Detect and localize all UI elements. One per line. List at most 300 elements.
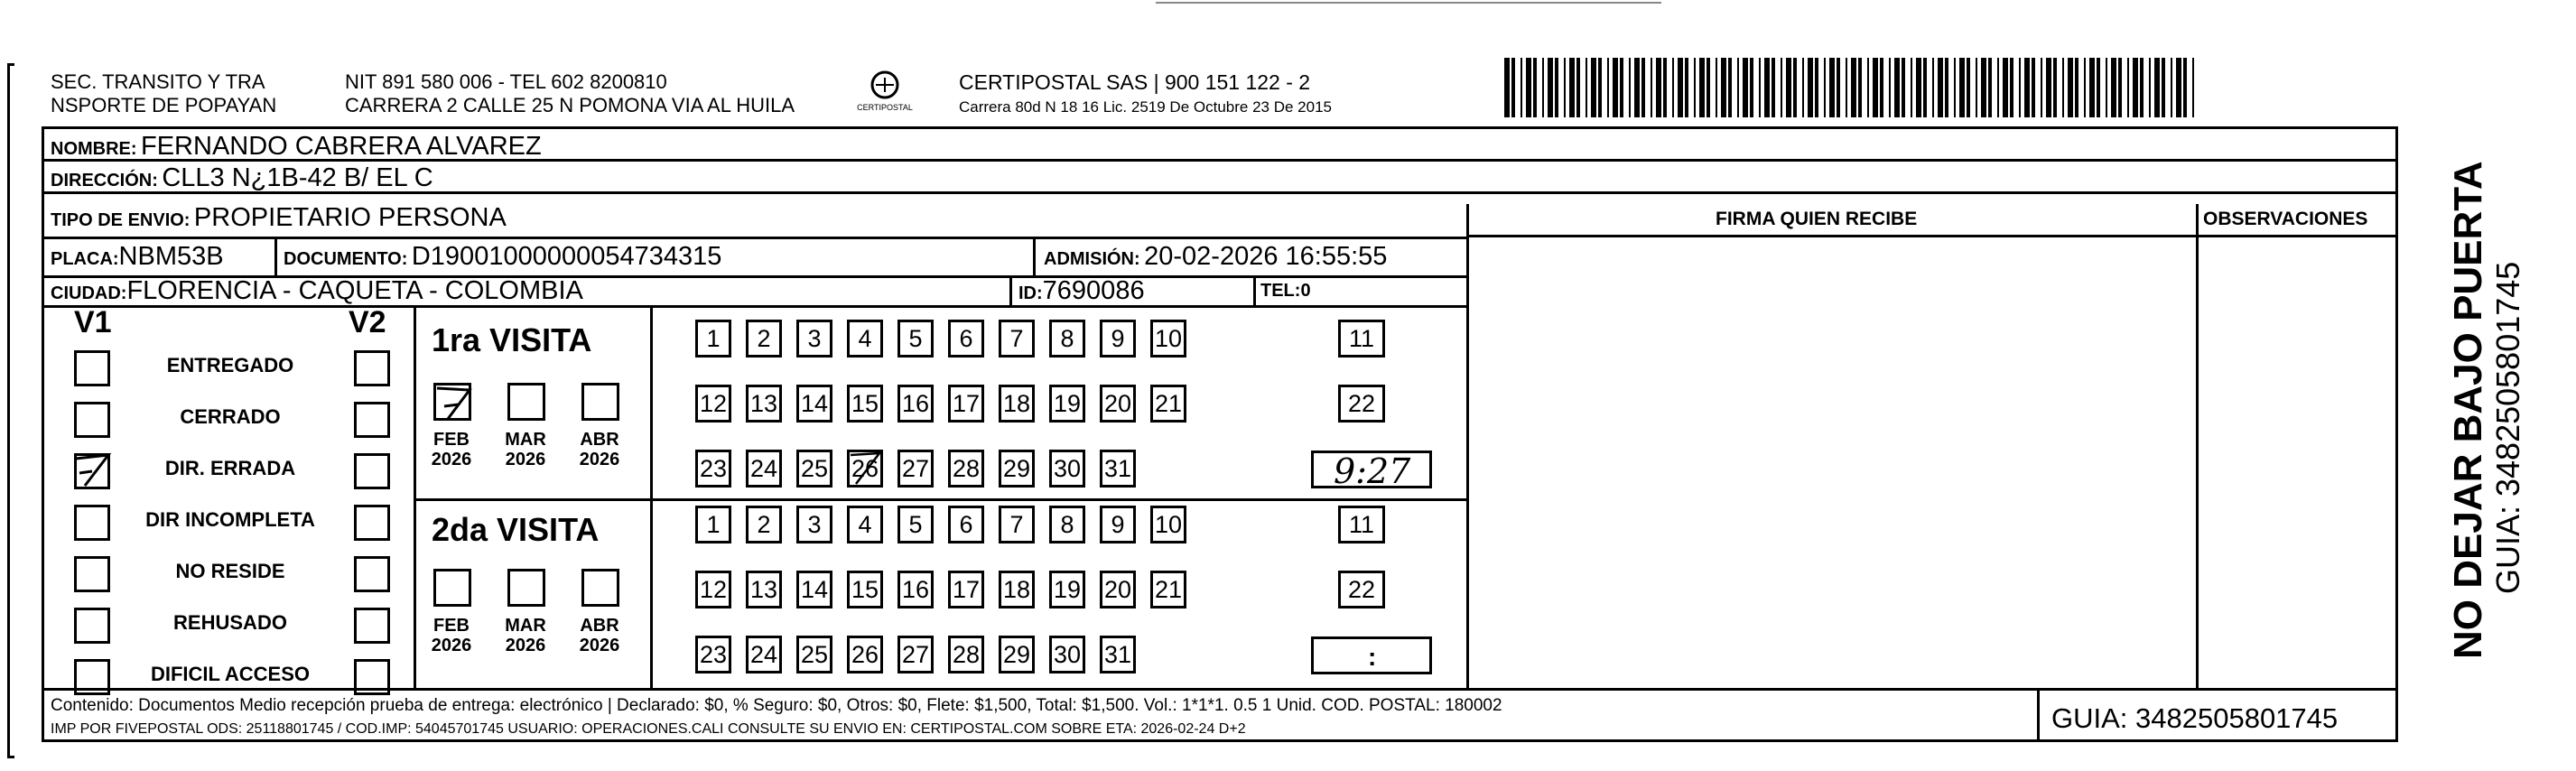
day-box[interactable] [1338,506,1385,543]
documento-value: D19001000000054734315 [411,242,722,271]
day-number: 18 [1002,390,1031,417]
month-checkbox[interactable] [507,383,545,421]
day-box[interactable] [1100,320,1136,358]
barcode-bar [1846,58,1847,117]
barcode-bar [2089,58,2095,117]
month-year: 2026 [579,450,620,469]
day-number: 26 [851,641,879,668]
day-number: 8 [1060,511,1074,538]
first-visit-title: 1ra VISITA [432,321,592,358]
handwritten-day-mark [847,450,883,488]
barcode-bar [2032,58,2035,117]
v1-checkbox[interactable] [74,659,110,695]
barcode-bar [1598,58,1602,117]
day-box[interactable] [1100,450,1136,488]
company-line-1: CERTIPOSTAL SAS | 900 151 122 - 2 [959,70,1311,94]
barcode-bar [1533,58,1537,117]
day-box[interactable] [746,636,782,673]
month-checkbox[interactable] [507,569,545,607]
barcode-bar [1721,58,1726,117]
day-box[interactable] [948,571,984,608]
day-box[interactable] [746,385,782,423]
barcode-bar [2046,58,2051,117]
barcode-bar [1945,58,1948,117]
day-number: 13 [749,390,778,417]
day-number: 25 [800,641,829,668]
direccion-label: DIRECCIÓN: [51,171,158,190]
day-number: 17 [952,390,981,417]
day-box[interactable] [796,450,832,488]
barcode-bar [1759,58,1761,117]
day-number: 4 [858,511,872,538]
barcode-bar [1851,58,1856,117]
barcode [1504,0,2199,126]
barcode-bar [1699,58,1705,117]
barcode-bar [2041,58,2042,117]
v2-checkbox[interactable] [354,556,390,592]
month-name: ABR [580,430,619,450]
day-box[interactable] [695,450,731,488]
status-option-label: CERRADO [180,405,281,428]
day-box[interactable] [1338,571,1385,608]
ciudad-value: FLORENCIA - CAQUETA - COLOMBIA [126,276,583,305]
v2-checkbox[interactable] [354,608,390,644]
day-number: 24 [749,641,778,668]
row-line-5 [42,305,1468,308]
day-box[interactable] [948,506,984,543]
ciudad-label: CIUDAD: [51,283,127,303]
day-box[interactable] [1100,506,1136,543]
barcode-bar [1894,58,1900,117]
status-option-label: DIR INCOMPLETA [145,508,315,531]
month-year: 2026 [431,636,472,655]
month-checkbox[interactable] [581,383,619,421]
barcode-bar [1716,58,1717,117]
day-box[interactable] [1100,385,1136,423]
v1-checkbox[interactable] [74,505,110,541]
barcode-bar [1542,58,1544,117]
barcode-bar [2003,58,2008,117]
day-box[interactable] [948,385,984,423]
day-box[interactable] [948,636,984,673]
barcode-bar [1511,58,1515,117]
day-number: 27 [901,641,930,668]
day-box[interactable] [695,385,731,423]
barcode-bar [1678,58,1683,117]
day-box[interactable] [999,571,1035,608]
day-box[interactable] [695,506,731,543]
day-box[interactable] [1338,385,1385,423]
day-box[interactable] [695,320,731,358]
day-box[interactable] [847,320,883,358]
day-box[interactable] [1049,506,1085,543]
day-number: 21 [1154,576,1183,603]
day-box[interactable] [1150,506,1186,543]
month-label [572,430,627,469]
v2-checkbox[interactable] [354,505,390,541]
barcode-bar [1793,58,1797,117]
day-box[interactable] [796,320,832,358]
month-name: ABR [580,616,619,636]
barcode-bar [1520,58,1522,117]
day-box[interactable] [897,320,934,358]
month-label [498,430,553,469]
day-box[interactable] [847,506,883,543]
barcode-bar [1880,58,1883,117]
day-box[interactable] [847,385,883,423]
barcode-bar [2084,58,2086,117]
v2-checkbox[interactable] [354,453,390,489]
barcode-bar [2068,58,2073,117]
day-number: 20 [1103,576,1132,603]
barcode-bar [1737,58,1739,117]
day-number: 30 [1053,641,1082,668]
barcode-bar [1564,58,1566,117]
barcode-bar [2010,58,2013,117]
doc-admision-sep [1033,237,1036,275]
barcode-bar [1651,58,1652,117]
id-tel-sep [1253,275,1256,305]
day-box[interactable] [999,320,1035,358]
barcode-bar [2097,58,2100,117]
month-name: FEB [433,616,470,636]
v2-checkbox[interactable] [354,350,390,386]
day-number: 1 [706,511,721,538]
day-box[interactable] [1049,571,1085,608]
day-box[interactable] [1100,636,1136,673]
barcode-bar [2171,58,2172,117]
day-box[interactable] [948,320,984,358]
row-line-visit-split [415,498,1468,501]
tel-value: 0 [1300,281,1311,301]
barcode-bar [1634,58,1640,117]
barcode-bar [1988,58,1992,117]
barcode-bar [1685,58,1688,117]
day-box[interactable] [897,636,934,673]
day-number: 24 [749,455,778,482]
barcode-bar [2154,58,2160,117]
day-number: 7 [1009,511,1024,538]
day-number: 19 [1053,390,1082,417]
footer-guia: GUIA: 3482505801745 [2051,702,2339,734]
day-box[interactable] [897,450,934,488]
day-number: 23 [699,641,728,668]
barcode-bar [1867,58,1869,117]
tipo-envio-value: PROPIETARIO PERSONA [193,203,507,232]
day-number: 12 [699,576,728,603]
month-label [498,616,553,655]
day-number: 10 [1154,325,1183,352]
day-box[interactable] [948,450,984,488]
barcode-bar [1764,58,1770,117]
day-box[interactable] [1150,571,1186,608]
day-number: 6 [959,325,973,352]
logo-text: CERTIPOSTAL [857,103,913,112]
barcode-bar [1902,58,1905,117]
day-box[interactable] [847,636,883,673]
day-number: 3 [807,325,822,352]
month-year: 2026 [505,450,546,469]
barcode-bar [2111,58,2116,117]
day-box[interactable] [1049,320,1085,358]
day-number: 31 [1103,455,1132,482]
barcode-bar [1916,58,1921,117]
day-box[interactable] [746,450,782,488]
barcode-bar [1706,58,1710,117]
day-number: 22 [1347,390,1376,417]
barcode-bar [2140,58,2144,117]
placa-doc-sep [274,237,277,275]
day-box[interactable] [999,385,1035,423]
day-number: 2 [757,511,771,538]
day-number: 18 [1002,576,1031,603]
barcode-bar [1873,58,1878,117]
month-year: 2026 [579,636,620,655]
day-box[interactable] [796,506,832,543]
day-number: 9 [1111,511,1125,538]
day-number: 20 [1103,390,1132,417]
day-box[interactable] [1150,320,1186,358]
month-year: 2026 [431,450,472,469]
month-checkbox[interactable] [433,569,471,607]
second-visit-time: : [1368,643,1377,671]
day-number: 17 [952,576,981,603]
status-option-label: ENTREGADO [166,354,294,376]
barcode-bar [1938,58,1943,117]
barcode-bar [1976,58,1977,117]
barcode-bar [2019,58,2021,117]
barcode-bar [1802,58,1804,117]
day-box[interactable] [746,506,782,543]
row-line-3 [42,237,1468,239]
day-number: 16 [901,390,930,417]
barcode-bar [1672,58,1674,117]
company-line-2: Carrera 80d N 18 16 Lic. 2519 De Octubre 23 De 2015 [959,98,1332,116]
handwritten-check-mark [72,450,112,489]
day-box[interactable] [999,506,1035,543]
day-number: 1 [706,325,721,352]
barcode-bar [2192,58,2194,117]
firma-left-border [1466,204,1469,688]
barcode-bar [2118,58,2122,117]
tel-label: TEL: [1260,281,1301,301]
barcode-bar [1526,58,1531,117]
v1-checkbox[interactable] [74,350,110,386]
row-line-3b [1468,235,2398,237]
day-box[interactable] [746,320,782,358]
day-number: 7 [1009,325,1024,352]
barcode-bar [1981,58,1986,117]
nit-line-2: CARRERA 2 CALLE 25 N POMONA VIA AL HUILA [345,94,795,116]
barcode-bar [2075,58,2078,117]
firma-label: FIRMA QUIEN RECIBE [1716,209,1918,229]
day-box[interactable] [897,571,934,608]
row-line-footer [42,688,2398,691]
barcode-bar [1548,58,1553,117]
direccion-value: CLL3 N¿1B-42 B/ EL C [162,163,433,192]
day-box[interactable] [1049,385,1085,423]
handwritten-month-mark [432,379,475,423]
day-box[interactable] [1338,320,1385,358]
barcode-bar [1932,58,1934,117]
barcode-bar [1576,58,1580,117]
day-number: 31 [1103,641,1132,668]
day-number: 9 [1111,325,1125,352]
barcode-bar [1954,58,1956,117]
nombre-label: NOMBRE: [51,139,137,159]
obs-left-border [2196,204,2199,688]
barcode-bar [1967,58,1970,117]
id-value: 7690086 [1042,276,1145,305]
barcode-bar [1829,58,1835,117]
barcode-bar [1772,58,1775,117]
barcode-bar [1569,58,1575,117]
second-visit-time-box[interactable] [1311,636,1432,674]
nit-line-1: NIT 891 580 006 - TEL 602 8200810 [345,70,667,93]
day-number: 15 [851,390,879,417]
barcode-bar [1591,58,1596,117]
day-number: 30 [1053,455,1082,482]
org-line-1: SEC. TRANSITO Y TRA [51,70,265,93]
day-number: 6 [959,511,973,538]
day-box[interactable] [746,571,782,608]
first-visit-time-box[interactable] [1311,451,1432,491]
day-number: 21 [1154,390,1183,417]
barcode-bar [1607,58,1609,117]
barcode-bar [2149,58,2151,117]
side-guia: GUIA: 3482505801745 [2489,261,2526,594]
tipo-envio-label: TIPO DE ENVIO: [51,210,191,230]
certipostal-logo-icon [849,67,921,117]
day-box[interactable] [897,506,934,543]
v2-checkbox[interactable] [354,402,390,438]
day-number: 5 [908,325,923,352]
barcode-bar [1837,58,1840,117]
barcode-bar [2183,58,2187,117]
left-bracket [7,63,14,758]
ciudad-id-sep [1009,275,1012,305]
no-dejar-bajo-puerta: NO DEJAR BAJO PUERTA [2446,161,2490,659]
day-number: 28 [952,641,981,668]
v2-checkbox[interactable] [354,659,390,695]
placa-value: NBM53B [118,242,224,271]
status-option-label: DIR. ERRADA [164,457,296,479]
day-box[interactable] [796,385,832,423]
day-box[interactable] [695,636,731,673]
day-number: 10 [1154,511,1183,538]
barcode-bar [1781,58,1782,117]
day-box[interactable] [999,450,1035,488]
v1-checkbox[interactable] [74,402,110,438]
barcode-bar [1911,58,1912,117]
barcode-bar [2062,58,2064,117]
org-line-2: NSPORTE DE POPAYAN [51,94,277,116]
day-number: 13 [749,576,778,603]
day-number: 12 [699,390,728,417]
v2-label: V2 [349,305,386,339]
barcode-bar [1641,58,1645,117]
barcode-bar [1694,58,1696,117]
barcode-bar [2127,58,2129,117]
barcode-bar [1743,58,1748,117]
barcode-bar [1923,58,1927,117]
day-box[interactable] [1150,385,1186,423]
barcode-bar [2162,58,2165,117]
month-name: MAR [505,430,546,450]
admision-value: 20-02-2026 16:55:55 [1144,242,1388,271]
nombre-value: FERNANDO CABRERA ALVAREZ [141,132,542,161]
second-visit-title: 2da VISITA [432,511,600,548]
barcode-bar [1959,58,1965,117]
day-number: 4 [858,325,872,352]
month-label [572,616,627,655]
day-box[interactable] [897,385,934,423]
day-number: 11 [1348,511,1375,538]
day-number: 14 [800,576,829,603]
day-number: 25 [800,455,829,482]
status-option-label: REHUSADO [173,611,287,634]
status-visits-sep [414,305,416,688]
day-number: 11 [1348,325,1375,352]
barcode-bar [1815,58,1818,117]
barcode-bar [2106,58,2107,117]
documento-label: DOCUMENTO: [284,249,408,269]
day-number: 27 [901,455,930,482]
month-year: 2026 [505,636,546,655]
day-box[interactable] [1049,450,1085,488]
day-box[interactable] [796,636,832,673]
barcode-bar [2176,58,2181,117]
day-box[interactable] [999,636,1035,673]
day-number: 28 [952,455,981,482]
day-number: 23 [699,455,728,482]
day-box[interactable] [1100,571,1136,608]
barcode-bar [1504,58,1510,117]
placa-label: PLACA: [51,249,119,269]
barcode-bar [1750,58,1753,117]
footer-guia-sep [2037,688,2040,742]
day-number: 5 [908,511,923,538]
barcode-bar [1786,58,1791,117]
footer-imp: IMP POR FIVEPOSTAL ODS: 25118801745 / COD.IMP: 54045701745 USUARIO: OPERACIONES.CALI CONSULTE SU ENVIO EN: CERTIPOSTAL.COM SOBRE ETA: 2026-02-24 D+2 [51,721,1246,737]
barcode-bar [1620,58,1623,117]
status-option-label: NO RESIDE [175,560,285,582]
barcode-bar [1613,58,1618,117]
month-name: MAR [505,616,546,636]
day-box[interactable] [695,571,731,608]
day-number: 29 [1002,641,1031,668]
day-box[interactable] [847,571,883,608]
month-checkbox[interactable] [581,569,619,607]
day-number: 2 [757,325,771,352]
day-number: 15 [851,576,879,603]
v1-label: V1 [74,305,112,339]
month-label [424,616,479,655]
barcode-bar [1824,58,1826,117]
barcode-bar [1889,58,1891,117]
observaciones-label: OBSERVACIONES [2203,209,2368,229]
v1-checkbox[interactable] [74,608,110,644]
day-box[interactable] [796,571,832,608]
barcode-bar [1728,58,1732,117]
barcode-bar [1663,58,1667,117]
day-number: 8 [1060,325,1074,352]
day-number: 22 [1347,576,1376,603]
day-number: 29 [1002,455,1031,482]
v1-checkbox[interactable] [74,556,110,592]
id-label: ID: [1018,283,1043,303]
day-box[interactable] [1049,636,1085,673]
